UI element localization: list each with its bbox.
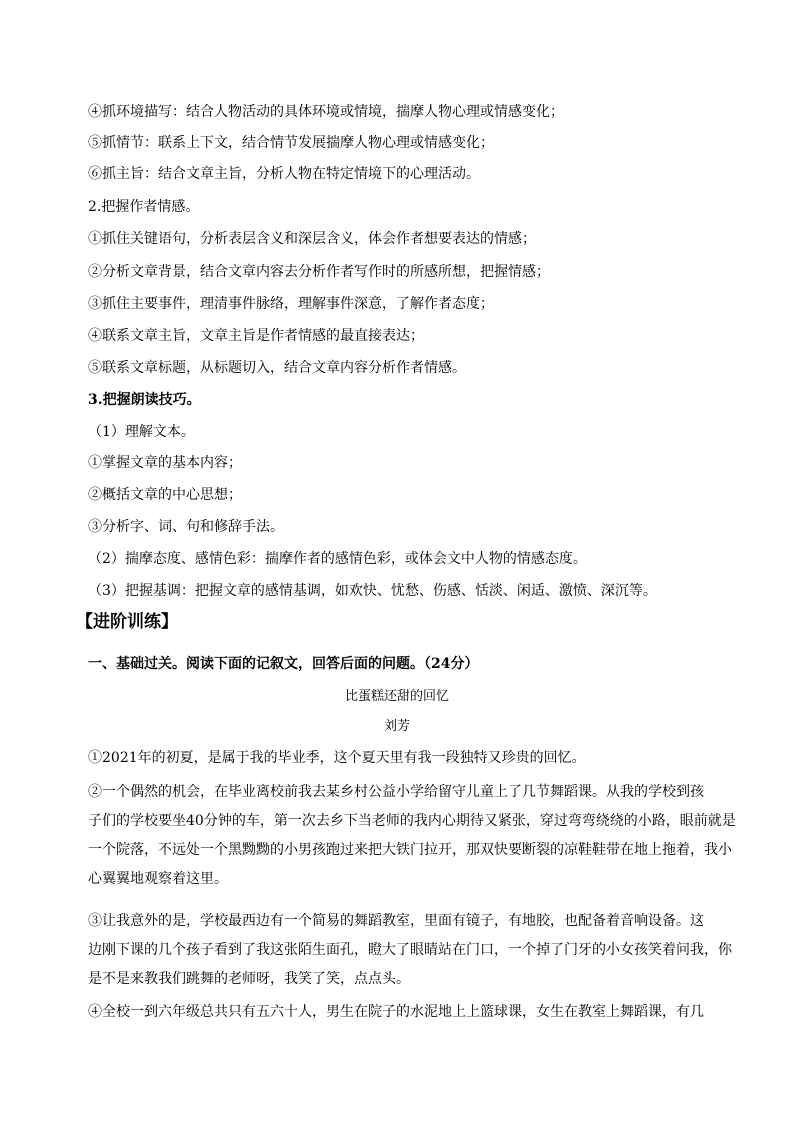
question-heading: 一、基础过关。阅读下面的记叙文，回答后面的问题。（24分） [88, 656, 479, 672]
paragraph-line: 边刚下课的几个孩子看到了我这张陌生面孔，瞪大了眼睛站在门口，一个掉了门牙的小女孩笑着问我，你 [88, 942, 732, 958]
text-line: 3.把握朗读技巧。 [88, 392, 201, 408]
article-paragraph [88, 907, 732, 994]
text-line: 2.把握作者情感。 [88, 199, 200, 215]
paragraph-line: 一个院落，不远处一个黑黝黝的小男孩跑过来把大铁门拉开，那双快要断裂的凉鞋鞋带在地上拖着，我小 [88, 842, 732, 858]
paragraph-line: 是不是来教我们跳舞的老师呀，我笑了笑，点点头。 [88, 971, 410, 987]
text-line: ⑤联系文章标题，从标题切入，结合文章内容分析作者情感。 [88, 360, 466, 376]
article-title: 比蛋糕还甜的回忆 [344, 689, 449, 704]
paragraph-line: ②一个偶然的机会，在毕业离校前我去某乡村公益小学给留守儿童上了几节舞蹈课。从我的学校到孩 [88, 784, 704, 800]
article-paragraph [88, 998, 708, 1027]
text-line: （3）把握基调：把握文章的感情基调，如欢快、忧愁、伤感、恬淡、闲适、激愤、深沉等。 [88, 583, 657, 599]
text-line: ⑥抓主旨：结合文章主旨，分析人物在特定情境下的心理活动。 [88, 166, 480, 182]
article-paragraph [88, 744, 708, 773]
paragraph-line: 子们的学校要坐40分钟的车，第一次去乡下当老师的我内心期待又紧张，穿过弯弯绕绕的小路，眼前就是 [88, 813, 736, 829]
article-paragraph [88, 778, 736, 894]
section-title: 【进阶训练】 [76, 612, 178, 632]
text-line: （2）揣摩态度、感情色彩：揣摩作者的感情色彩，或体会文中人物的情感态度。 [88, 551, 587, 567]
paragraph-line: ③让我意外的是，学校最西边有一个简易的舞蹈教室，里面有镜子，有地胶，也配备着音响设备。这 [88, 913, 704, 929]
article-author: 刘芳 [383, 719, 410, 734]
text-line: ②分析文章背景，结合文章内容去分析作者写作时的所感所想，把握情感； [88, 264, 550, 280]
text-line: ③抓住主要事件，理清事件脉络，理解事件深意，了解作者态度； [88, 296, 494, 312]
text-line: ④联系文章主旨，文章主旨是作者情感的最直接表达； [88, 328, 424, 344]
text-line: ①抓住关键语句，分析表层含义和深层含义，体会作者想要表达的情感； [88, 231, 536, 247]
paragraph-line: ①2021年的初夏，是属于我的毕业季，这个夏天里有我一段独特又珍贵的回忆。 [88, 750, 586, 766]
text-line: ①掌握文章的基本内容； [88, 455, 242, 471]
text-line: ③分析字、词、句和修辞手法。 [88, 519, 284, 535]
text-line: ④抓环境描写：结合人物活动的具体环境或情境，揣摩人物心理或情感变化； [88, 104, 564, 120]
text-line: ②概括文章的中心思想； [88, 487, 242, 503]
paragraph-line: ④全校一到六年级总共只有五六十人，男生在院子的水泥地上上篮球课，女生在教室上舞蹈课，有几 [88, 1004, 704, 1020]
paragraph-line: 心翼翼地观察着这里。 [88, 871, 228, 887]
text-line: ⑤抓情节：联系上下文，结合情节发展揣摩人物心理或情感变化； [88, 135, 494, 151]
text-line: （1）理解文本。 [88, 424, 195, 440]
